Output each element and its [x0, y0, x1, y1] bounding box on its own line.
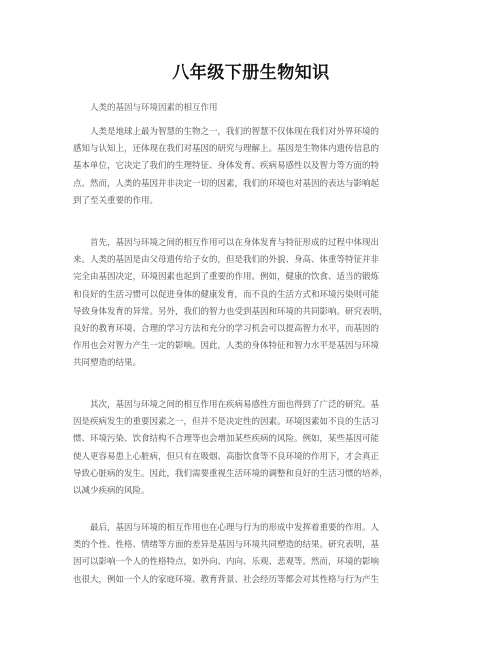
paragraph-4 [73, 520, 443, 589]
paragraph-line: 使人更容易患上心脏病，但只有在吸烟、高脂饮食等不良环境的作用下，才会真正 [73, 451, 380, 462]
paragraph-line: 来。人类的基因是由父母遗传给子女的，但是我们的外貌、身高、体重等特征并非 [73, 255, 380, 266]
paragraph-line: 以减少疾病的风险。 [73, 485, 150, 496]
paragraph-1 [73, 124, 443, 210]
paragraph-line: 作用也会对智力产生一定的影响。因此，人类的身体特征和智力水平是基因与环境 [73, 341, 380, 352]
paragraph-line: 人类是地球上最为智慧的生物之一，我们的智慧不仅体现在我们对外界环境的 [90, 127, 380, 137]
paragraph-line: 和良好的生活习惯可以促进身体的健康发育，而不良的生活方式和环境污染则可能 [73, 289, 380, 300]
paragraph-line: 点。然而，人类的基因并非决定一切的因素，我们的环境也对基因的表达与影响起 [73, 178, 380, 189]
paragraph-line: 也很大，例如一个人的家庭环境、教育背景、社会经历等都会对其性格与行为产生 [73, 574, 380, 585]
paragraph-line: 因可以影响一个人的性格特点，如外向、内向、乐观、悲观等。然而，环境的影响 [73, 557, 380, 568]
paragraph-line: 到了至关重要的作用。 [73, 195, 159, 206]
paragraph-line: 良好的教育环境、合理的学习方法和充分的学习机会可以提高智力水平，而基因的 [73, 323, 380, 334]
paragraph-line: 感知与认知上，还体现在我们对基因的研究与理解上。基因是生物体内遗传信息的 [73, 144, 380, 155]
paragraph-line: 惯、环境污染、饮食结构不合理等也会增加某些疾病的风险。例如，某些基因可能 [73, 434, 380, 445]
paragraph-line: 导致心脏病的发生。因此，我们需要重视生活环境的调整和良好的生活习惯的培养， [73, 468, 388, 479]
paragraph-line: 类的个性、性格、情绪等方面的差异是基因与环境共同塑造的结果。研究表明，基 [73, 540, 380, 551]
paragraph-line: 最后，基因与环境的相互作用也在心理与行为的形成中发挥着重要的作用。人 [90, 523, 380, 533]
document-title: 八年级下册生物知识 [172, 63, 330, 83]
section-subtitle: 人类的基因与环境因素的相互作用 [90, 103, 218, 113]
paragraph-line: 导致身体发育的异常。另外，我们的智力也受到基因和环境的共同影响。研究表明， [73, 306, 388, 317]
paragraph-3 [73, 397, 443, 500]
paragraph-line: 基本单位，它决定了我们的生理特征、身体发育、疾病易感性以及智力等方面的特 [73, 161, 380, 172]
paragraph-line: 因是疾病发生的重要因素之一，但并不是决定性的因素。环境因素如不良的生活习 [73, 417, 380, 428]
paragraph-line: 首先，基因与环境之间的相互作用可以在身体发育与特征形成的过程中体现出 [90, 238, 380, 248]
paragraph-line: 完全由基因决定，环境因素也起到了重要的作用。例如，健康的饮食、适当的锻炼 [73, 272, 380, 283]
paragraph-line: 其次，基因与环境之间的相互作用在疾病易感性方面也得到了广泛的研究。基 [90, 400, 380, 410]
paragraph-line: 共同塑造的结果。 [73, 358, 142, 369]
paragraph-2 [73, 235, 443, 373]
